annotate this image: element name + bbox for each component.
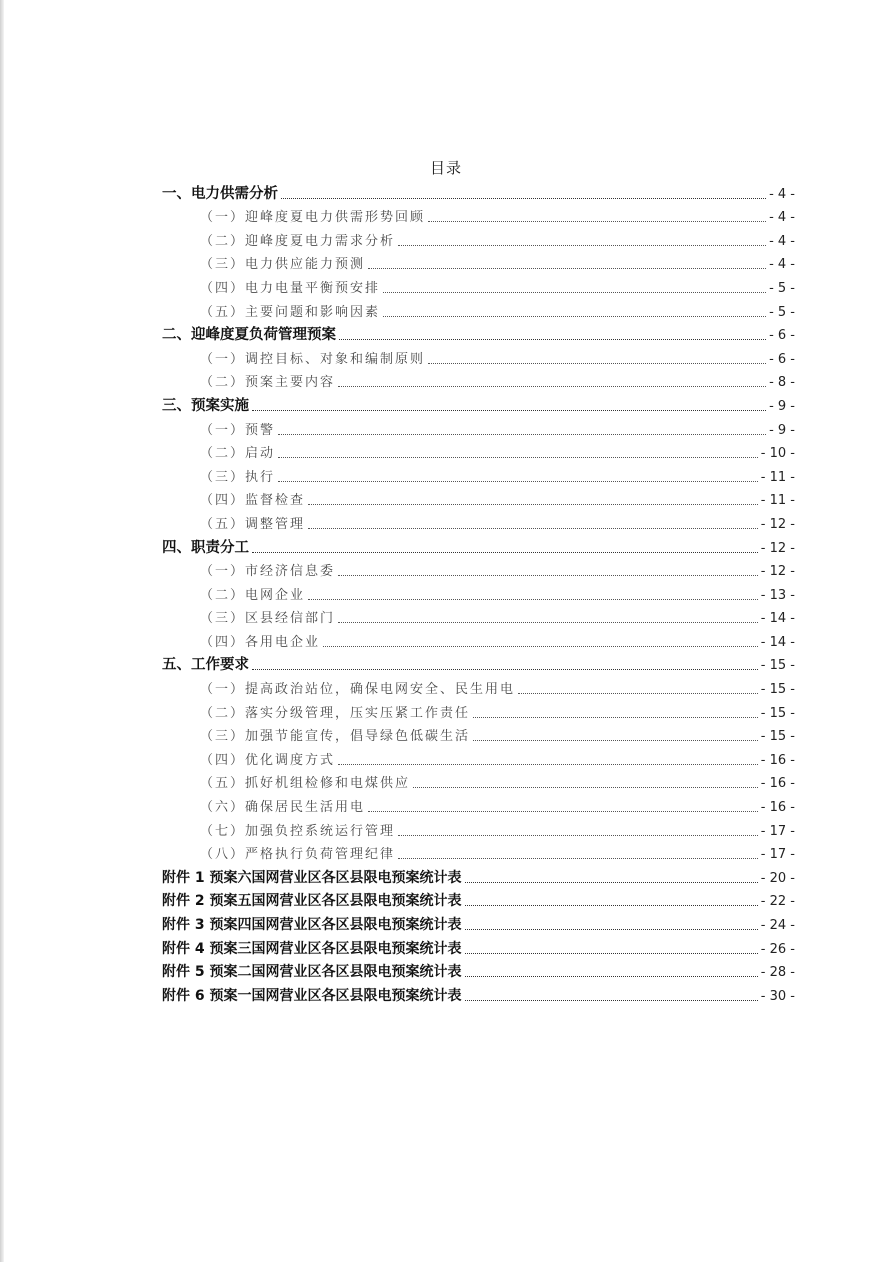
dot-leader <box>465 976 758 977</box>
dot-leader <box>465 953 758 954</box>
dot-leader <box>338 386 766 387</box>
dot-leader <box>252 410 766 411</box>
toc-entry-label: （四）优化调度方式 <box>200 752 336 768</box>
toc-appendix-entry[interactable] <box>162 888 795 912</box>
toc-entry-page-number: - 6 - <box>769 351 795 367</box>
toc-entry-label: （四）各用电企业 <box>200 634 321 650</box>
toc-entry-label: 附件 2 预案五国网营业区各区县限电预案统计表 <box>162 893 462 910</box>
toc-entry-page-number: - 13 - <box>760 587 795 603</box>
toc-entry-label: 附件 5 预案二国网营业区各区县限电预案统计表 <box>162 964 462 981</box>
toc-entry-label: （四）监督检查 <box>200 493 306 509</box>
dot-leader <box>339 339 766 340</box>
dot-leader <box>338 575 758 576</box>
toc-appendix-entry[interactable] <box>162 911 795 935</box>
toc-entry-page-number: - 15 - <box>760 682 795 698</box>
toc-subsection-entry[interactable] <box>162 510 795 534</box>
toc-subsection-entry[interactable] <box>162 274 795 298</box>
toc-entry-page-number: - 10 - <box>760 446 795 462</box>
toc-entry-page-number: - 17 - <box>760 847 795 863</box>
toc-entry-label: 三、预案实施 <box>162 397 249 414</box>
toc-entry-label: （一）预警 <box>200 422 276 438</box>
toc-entry-label: （二）预案主要内容 <box>200 375 336 391</box>
toc-section-entry[interactable] <box>162 652 795 676</box>
dot-leader <box>278 457 758 458</box>
toc-subsection-entry[interactable] <box>162 487 795 511</box>
dot-leader <box>398 858 758 859</box>
toc-entry-page-number: - 26 - <box>760 941 795 957</box>
toc-entry-page-number: - 4 - <box>769 257 795 273</box>
toc-entry-label: 附件 4 预案三国网营业区各区县限电预案统计表 <box>162 940 462 957</box>
toc-subsection-entry[interactable] <box>162 204 795 228</box>
dot-leader <box>473 717 758 718</box>
toc-subsection-entry[interactable] <box>162 416 795 440</box>
toc-subsection-entry[interactable] <box>162 605 795 629</box>
toc-entry-label: 附件 6 预案一国网营业区各区县限电预案统计表 <box>162 987 462 1004</box>
toc-entry-label: 附件 3 预案四国网营业区各区县限电预案统计表 <box>162 917 462 933</box>
dot-leader <box>252 669 758 670</box>
toc-entry-page-number: - 4 - <box>769 186 795 202</box>
toc-entry-page-number: - 14 - <box>760 634 795 650</box>
toc-entry-label: （一）提高政治站位，确保电网安全、民生用电 <box>200 682 516 698</box>
toc-entry-page-number: - 12 - <box>760 564 795 580</box>
toc-subsection-entry[interactable] <box>162 298 795 322</box>
dot-leader <box>428 363 766 364</box>
dot-leader <box>383 292 766 293</box>
dot-leader <box>465 882 758 883</box>
toc-subsection-entry[interactable] <box>162 699 795 723</box>
toc-appendix-entry[interactable] <box>162 982 795 1006</box>
toc-entry-page-number: - 11 - <box>760 469 795 485</box>
toc-entry-page-number: - 22 - <box>760 894 795 910</box>
dot-leader <box>308 599 758 600</box>
dot-leader <box>281 198 766 199</box>
toc-entry-page-number: - 12 - <box>760 540 795 556</box>
toc-subsection-entry[interactable] <box>162 581 795 605</box>
toc-entry-label: （一）市经济信息委 <box>200 564 336 580</box>
toc-entry-page-number: - 4 - <box>769 233 795 249</box>
toc-entry-page-number: - 16 - <box>760 800 795 816</box>
dot-leader <box>338 622 758 623</box>
page-edge <box>0 0 4 1262</box>
toc-entry-label: 五、工作要求 <box>162 657 249 674</box>
toc-entry-label: （四）电力电量平衡预安排 <box>200 280 381 296</box>
dot-leader <box>308 504 758 505</box>
toc-entry-page-number: - 11 - <box>760 493 795 509</box>
toc-subsection-entry[interactable] <box>162 251 795 275</box>
toc-section-entry[interactable] <box>162 180 795 204</box>
toc-entry-label: （八）严格执行负荷管理纪律 <box>200 847 396 863</box>
dot-leader <box>428 221 766 222</box>
dot-leader <box>518 693 758 694</box>
toc-subsection-entry[interactable] <box>162 463 795 487</box>
toc-entry-page-number: - 15 - <box>760 705 795 721</box>
toc-entry-label: （六）确保居民生活用电 <box>200 800 366 816</box>
toc-section-entry[interactable] <box>162 534 795 558</box>
toc-appendix-entry[interactable] <box>162 935 795 959</box>
toc-entry-label: （三）区县经信部门 <box>200 611 336 627</box>
toc-entry-page-number: - 15 - <box>760 658 795 674</box>
toc-appendix-entry[interactable] <box>162 959 795 983</box>
dot-leader <box>473 740 758 741</box>
dot-leader <box>323 646 758 647</box>
dot-leader <box>368 268 766 269</box>
toc-entry-label: 附件 1 预案六国网营业区各区县限电预案统计表 <box>162 869 462 886</box>
toc-entry-label: （二）落实分级管理，压实压紧工作责任 <box>200 705 471 721</box>
dot-leader <box>278 481 758 482</box>
toc-entry-page-number: - 28 - <box>760 965 795 981</box>
toc-section-entry[interactable] <box>162 322 795 346</box>
dot-leader <box>252 552 758 553</box>
toc-entry-page-number: - 30 - <box>760 988 795 1004</box>
toc-subsection-entry[interactable] <box>162 817 795 841</box>
toc-entry-label: （五）抓好机组检修和电煤供应 <box>200 776 411 792</box>
toc-subsection-entry[interactable] <box>162 746 795 770</box>
dot-leader <box>368 811 758 812</box>
toc-entry-page-number: - 4 - <box>769 210 795 226</box>
toc-entry-page-number: - 9 - <box>769 398 795 414</box>
dot-leader <box>413 787 758 788</box>
dot-leader <box>398 835 758 836</box>
toc-entry-page-number: - 16 - <box>760 776 795 792</box>
toc-subsection-entry[interactable] <box>162 723 795 747</box>
toc-entry-label: （二）电网企业 <box>200 587 306 603</box>
toc-entry-page-number: - 9 - <box>769 422 795 438</box>
toc-entry-page-number: - 24 - <box>760 918 795 933</box>
toc-subsection-entry[interactable] <box>162 440 795 464</box>
toc-entry-label: （三）执行 <box>200 469 276 485</box>
toc-entry-label: 二、迎峰度夏负荷管理预案 <box>162 327 336 344</box>
toc-subsection-entry[interactable] <box>162 770 795 794</box>
toc-entry-page-number: - 15 - <box>760 729 795 745</box>
toc-subsection-entry[interactable] <box>162 558 795 582</box>
toc-subsection-entry[interactable] <box>162 345 795 369</box>
toc-subsection-entry[interactable] <box>162 841 795 865</box>
dot-leader <box>383 316 766 317</box>
toc-entry-page-number: - 17 - <box>760 823 795 839</box>
toc-entry-label: （二）启动 <box>200 446 276 462</box>
toc-entry-label: （五）调整管理 <box>200 516 306 532</box>
toc-entry-label: （七）加强负控系统运行管理 <box>200 823 396 839</box>
toc-entry-page-number: - 14 - <box>760 611 795 627</box>
toc-entry-page-number: - 5 - <box>769 304 795 320</box>
toc-entry-page-number: - 12 - <box>760 516 795 532</box>
toc-subsection-entry[interactable] <box>162 369 795 393</box>
toc-entry-page-number: - 16 - <box>760 752 795 768</box>
toc-subsection-entry[interactable] <box>162 628 795 652</box>
toc-entry-page-number: - 6 - <box>769 328 795 344</box>
table-of-contents <box>162 180 795 1006</box>
dot-leader <box>308 528 758 529</box>
toc-entry-label: 四、职责分工 <box>162 539 249 556</box>
toc-title: 目录 <box>429 159 462 177</box>
dot-leader <box>465 905 758 906</box>
dot-leader <box>465 1000 758 1001</box>
dot-leader <box>338 764 758 765</box>
toc-entry-label: 一、电力供需分析 <box>162 185 278 202</box>
toc-entry-label: （一）迎峰度夏电力供需形势回顾 <box>200 210 426 226</box>
dot-leader <box>278 434 766 435</box>
dot-leader <box>465 929 758 930</box>
toc-entry-label: （五）主要问题和影响因素 <box>200 304 381 320</box>
toc-subsection-entry[interactable] <box>162 227 795 251</box>
toc-entry-label: （二）迎峰度夏电力需求分析 <box>200 233 396 249</box>
toc-subsection-entry[interactable] <box>162 675 795 699</box>
toc-section-entry[interactable] <box>162 392 795 416</box>
toc-subsection-entry[interactable] <box>162 793 795 817</box>
toc-entry-page-number: - 8 - <box>769 375 795 391</box>
toc-entry-page-number: - 20 - <box>760 870 795 886</box>
toc-entry-page-number: - 5 - <box>769 280 795 296</box>
toc-entry-label: （三）电力供应能力预测 <box>200 257 366 273</box>
toc-entry-label: （一）调控目标、对象和编制原则 <box>200 351 426 367</box>
toc-appendix-entry[interactable] <box>162 864 795 888</box>
toc-entry-label: （三）加强节能宣传，倡导绿色低碳生活 <box>200 729 471 745</box>
dot-leader <box>398 245 766 246</box>
